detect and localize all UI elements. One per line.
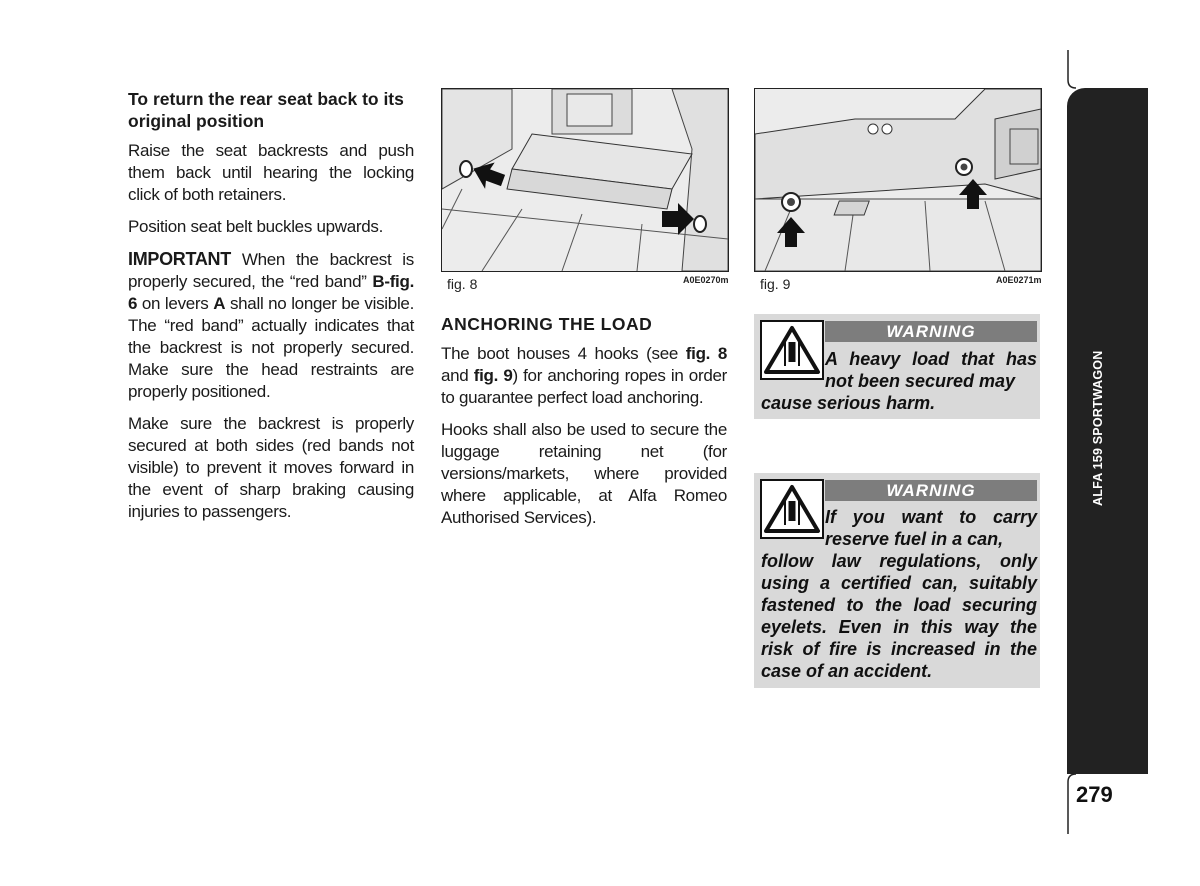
paragraph: Hooks shall also be used to secure the luggage retaining net (for versions/markets, where provided where applicable, at Alfa Romeo Authorised Services). (441, 420, 727, 527)
figure-9-code: A0E0271m (996, 275, 1042, 285)
paragraph: Position seat belt buckles upwards. (128, 217, 384, 236)
side-tab-label: ALFA 159 SPORTWAGON (1091, 350, 1105, 506)
figure-ref: B-fig. 6 (128, 272, 414, 313)
section-heading-rear-seat: To return the rear seat back to its original position (128, 89, 404, 131)
paragraph: The boot houses 4 hooks (see fig. 8 and fig. 9) for anchoring ropes in order to guarantee perfect load anchoring. (441, 344, 727, 407)
section-heading-anchoring: ANCHORING THE LOAD (441, 314, 653, 334)
figure-ref: fig. 9 (473, 366, 513, 385)
warning-text: follow law regulations, only using a certified can, suitably fastened to the load securing eyelets. Even in this way the risk of fire is increased in the case of an accident. (761, 551, 1037, 681)
boot-illustration-right (755, 89, 1041, 271)
paragraph: Make sure the backrest is properly secured at both sides (red bands not visible) to prevent it moves forward in the event of sharp braking causing injuries to passengers. (128, 414, 414, 521)
warning-box-heavy-load (754, 314, 1040, 419)
warning-title: WARNING (825, 321, 1037, 342)
boot-illustration-left (442, 89, 728, 271)
figure-9-caption: fig. 9 (760, 276, 791, 292)
paragraph: Raise the seat backrests and push them back until hearing the locking click of both retainers. (128, 141, 414, 204)
figure-9-boot-hooks (754, 88, 1042, 272)
warning-triangle-icon (760, 479, 824, 539)
chapter-side-tab (1067, 88, 1148, 774)
middle-column (441, 313, 727, 539)
warning-box-reserve-fuel (754, 473, 1040, 688)
warning-text: A heavy load that has not been secured may (825, 349, 1037, 391)
figure-8-caption: fig. 8 (447, 276, 478, 292)
left-column (128, 88, 414, 533)
paragraph-important: IMPORTANT When the backrest is properly secured, the “red band” B-fig. 6 on levers A shall no longer be visible. The “red band” actually indicates that the backrest is not properly secured. Make sure the head restraints are properly positioned. (128, 249, 414, 401)
warning-triangle-icon (760, 320, 824, 380)
warning-title: WARNING (825, 480, 1037, 501)
important-label: IMPORTANT (128, 249, 231, 269)
figure-8-boot-hooks (441, 88, 729, 272)
warning-text: If you want to carry reserve fuel in a can, (825, 507, 1037, 549)
figure-8-code: A0E0270m (683, 275, 729, 285)
warning-text: cause serious harm. (761, 393, 936, 413)
figure-ref: fig. 8 (685, 344, 727, 363)
page-number: 279 (1076, 782, 1113, 807)
lever-ref: A (213, 294, 226, 313)
